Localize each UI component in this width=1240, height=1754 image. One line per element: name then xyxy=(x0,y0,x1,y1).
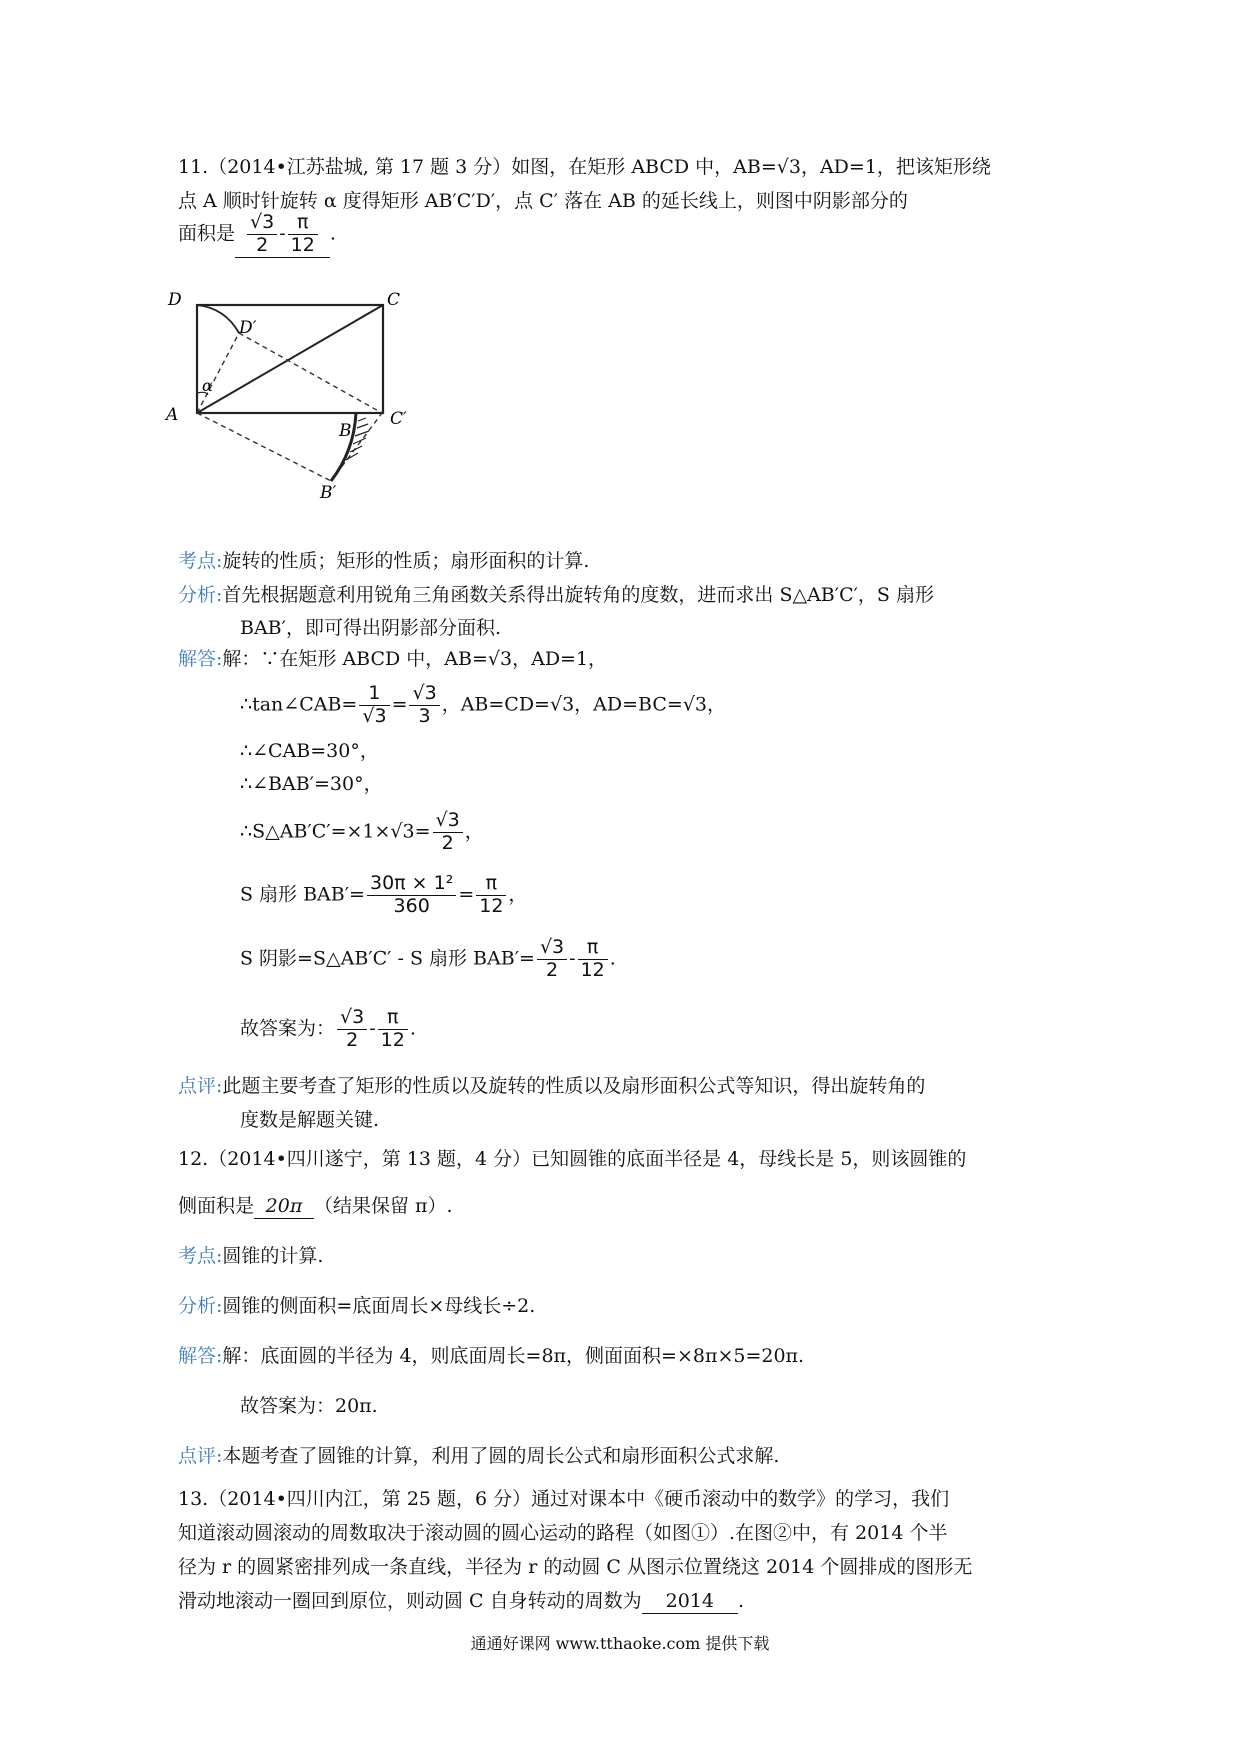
rectangle-rotation-figure xyxy=(166,285,460,503)
frac-denominator: 12 xyxy=(479,894,504,917)
page-footer: 通通好课网 www.tthaoke.com 提供下载 xyxy=(470,1634,770,1653)
dianping-text: 此题主要考查了矩形的性质以及旋转的性质以及扇形面积公式等知识，得出旋转角的 xyxy=(222,1075,926,1097)
q12-line2-suffix: （结果保留 π）. xyxy=(314,1195,453,1217)
q11-dianping xyxy=(178,1075,925,1098)
kaodian-text: 圆锥的计算. xyxy=(222,1245,324,1267)
minus-sign: - xyxy=(569,947,576,970)
frac-denominator: 12 xyxy=(290,233,315,256)
dashed-ab-prime xyxy=(197,413,331,481)
fenxi-text: 首先根据题意利用锐角三角函数关系得出旋转角的度数，进而求出 S△AB′C′，S 扇形 xyxy=(222,584,934,606)
q12-dianping xyxy=(178,1445,779,1468)
dashed-d-prime-c-prime xyxy=(239,333,382,413)
jieda-text: 解：底面圆的半径为 4，则底面周长=8π，侧面面积=×8π×5=20π. xyxy=(222,1345,805,1367)
frac-numerator: √3 xyxy=(247,212,277,235)
q11-line3 xyxy=(178,212,336,258)
dianping-label: 点评: xyxy=(178,1445,223,1467)
jieda-label: 解答: xyxy=(178,648,223,670)
q13-line4-prefix: 滑动地滚动一圈回到原位，则动圆 C 自身转动的周数为 xyxy=(178,1590,642,1612)
q11-answer-frac2 xyxy=(288,212,318,257)
frac-denominator: 12 xyxy=(580,958,605,981)
frac-denominator: 2 xyxy=(346,1028,359,1051)
frac-numerator: 1 xyxy=(359,683,389,706)
dianping-text: 本题考查了圆锥的计算，利用了圆的周长公式和扇形面积公式求解. xyxy=(222,1445,780,1467)
step-text: ， xyxy=(464,820,484,843)
label-d: D xyxy=(168,290,182,310)
q12-final-answer: 故答案为：20π. xyxy=(240,1395,378,1417)
frac xyxy=(337,1007,367,1052)
q11-kaodian xyxy=(178,550,589,573)
label-b: B xyxy=(339,421,352,441)
frac xyxy=(578,937,608,982)
q11-fenxi xyxy=(178,584,934,607)
frac-numerator: √3 xyxy=(337,1007,367,1030)
q11-step-area-triangle xyxy=(240,810,484,855)
frac xyxy=(378,1007,408,1052)
kaodian-label: 考点: xyxy=(178,550,223,572)
frac-numerator: π xyxy=(288,212,318,235)
q12-line1: 12.（2014•四川遂宁，第 13 题，4 分）已知圆锥的底面半径是 4，母线长是 5，则该圆锥的 xyxy=(178,1148,967,1170)
q13-line1: 13.（2014•四川内江，第 25 题，6 分）通过对课本中《硬币滚动中的数学》的学习，我们 xyxy=(178,1488,950,1510)
label-d-prime: D′ xyxy=(239,318,257,338)
q11-step-angle-cab: ∴∠CAB=30°， xyxy=(240,740,379,762)
frac-denominator: 2 xyxy=(256,233,269,256)
jieda-text: 解：∵在矩形 ABCD 中，AB=√3，AD=1， xyxy=(222,648,608,670)
q11-step-tan xyxy=(240,683,726,728)
frac-numerator: π xyxy=(578,937,608,960)
step-text: . xyxy=(409,1017,416,1040)
q11-answer-frac1 xyxy=(247,212,277,257)
label-a: A xyxy=(166,405,179,425)
dianping-label: 点评: xyxy=(178,1075,223,1097)
q13-line2: 知道滚动圆滚动的周数取决于滚动圆的圆心运动的路程（如图①）.在图②中，有 2014 个半 xyxy=(178,1522,948,1544)
label-c-prime: C′ xyxy=(390,409,407,429)
jieda-label: 解答: xyxy=(178,1345,223,1367)
q11-final-answer xyxy=(240,1007,416,1052)
step-text: ∴S△AB′C′=×1×√3= xyxy=(240,820,431,843)
frac-numerator: √3 xyxy=(537,937,567,960)
frac-denominator: 360 xyxy=(393,894,430,917)
frac xyxy=(476,873,506,918)
q11-line2: 点 A 顺时针旋转 α 度得矩形 AB′C′D′，点 C′ 落在 AB 的延长线上，则图中阴影部分的 xyxy=(178,190,908,212)
minus-sign: - xyxy=(279,222,286,245)
label-c: C xyxy=(387,290,401,310)
equals-sign: = xyxy=(391,693,408,716)
q12-jieda xyxy=(178,1345,804,1368)
q11-line3-prefix: 面积是 xyxy=(178,222,236,245)
frac xyxy=(433,810,463,855)
frac-numerator: √3 xyxy=(433,810,463,833)
frac-numerator: π xyxy=(378,1007,408,1030)
step-text: S 扇形 BAB′= xyxy=(240,883,365,906)
step-text: 故答案为： xyxy=(240,1017,336,1040)
frac-denominator: 3 xyxy=(418,704,431,727)
frac-numerator: 30π × 1² xyxy=(367,873,456,896)
frac xyxy=(367,873,456,918)
q12-answer: 20π xyxy=(254,1195,314,1219)
fenxi-text: 圆锥的侧面积=底面周长×母线长÷2. xyxy=(222,1295,536,1317)
q11-line3-suffix: . xyxy=(329,222,336,245)
q11-dianping-cont: 度数是解题关键. xyxy=(240,1109,380,1131)
q11-jieda xyxy=(178,648,607,671)
frac-denominator: 12 xyxy=(380,1028,405,1051)
kaodian-text: 旋转的性质；矩形的性质；扇形面积的计算. xyxy=(222,550,590,572)
frac-denominator: 2 xyxy=(441,831,454,854)
frac-numerator: π xyxy=(476,873,506,896)
step-text: ， xyxy=(508,883,528,906)
fenxi-label: 分析: xyxy=(178,584,223,606)
frac-numerator: √3 xyxy=(409,683,439,706)
q13-answer: 2014 xyxy=(642,1590,738,1614)
kaodian-label: 考点: xyxy=(178,1245,223,1267)
step-text: ，AB=CD=√3，AD=BC=√3， xyxy=(441,693,727,716)
frac xyxy=(409,683,439,728)
frac-denominator: 2 xyxy=(545,958,559,981)
q11-step-angle-bab: ∴∠BAB′=30°， xyxy=(240,773,383,795)
q11-line1: 11.（2014•江苏盐城, 第 17 题 3 分）如图，在矩形 ABCD 中，AB=√3，AD=1，把该矩形绕 xyxy=(178,156,991,178)
q12-kaodian xyxy=(178,1245,323,1268)
label-b-prime: B′ xyxy=(320,483,337,503)
frac xyxy=(359,683,389,728)
equals-sign: = xyxy=(458,883,475,906)
q11-step-area-shaded xyxy=(240,937,616,982)
step-text: S 阴影=S△AB′C′ - S 扇形 BAB′= xyxy=(240,947,535,970)
minus-sign: - xyxy=(369,1017,376,1040)
q11-step-area-sector xyxy=(240,873,527,918)
fenxi-label: 分析: xyxy=(178,1295,223,1317)
q11-answer xyxy=(235,212,330,258)
q12-fenxi xyxy=(178,1295,535,1318)
q12-line2 xyxy=(178,1195,453,1219)
step-text: ∴tan∠CAB= xyxy=(240,693,358,716)
arc-d-d-prime xyxy=(197,305,239,333)
q13-line3: 径为 r 的圆紧密排列成一条直线，半径为 r 的动圆 C 从图示位置绕这 2014 个圆排成的图形无 xyxy=(178,1556,973,1578)
label-alpha: α xyxy=(202,376,213,395)
q13-line4 xyxy=(178,1590,744,1614)
frac-denominator: √3 xyxy=(362,704,387,727)
diagonal-ac xyxy=(197,305,383,413)
q12-line2-prefix: 侧面积是 xyxy=(178,1195,255,1217)
q11-fenxi-cont: BAB′，即可得出阴影部分面积. xyxy=(240,617,502,639)
frac xyxy=(537,937,567,982)
q13-line4-suffix: . xyxy=(737,1590,745,1612)
step-text: . xyxy=(609,947,616,970)
